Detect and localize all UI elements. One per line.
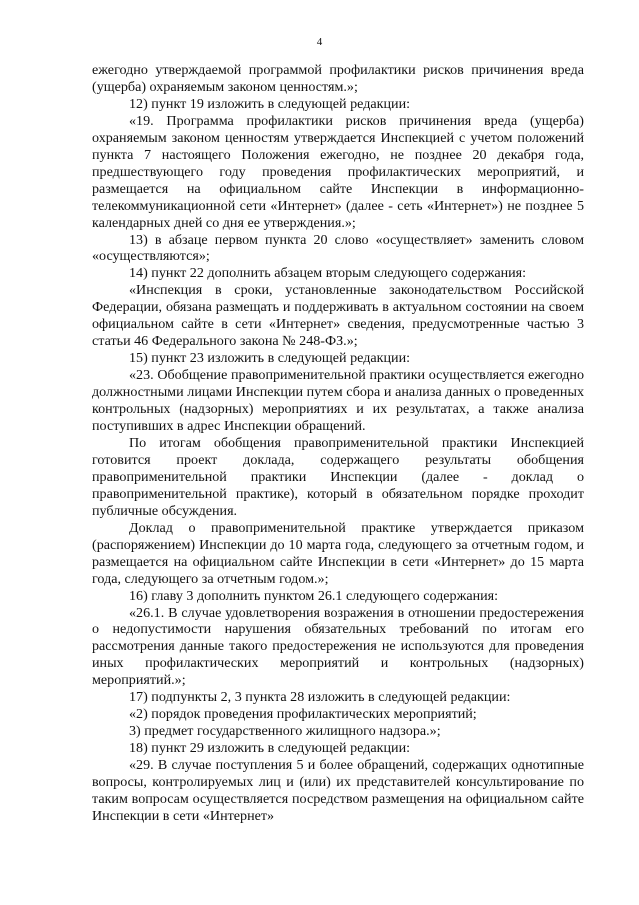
paragraph: 12) пункт 19 изложить в следующей редакции: <box>129 95 411 112</box>
paragraph: «29. В случае поступления 5 и более обращений, содержащих однотипные вопросы, контролируемых лиц и (или) их представителей консультирование по таким вопросам осуществляется посредством размещения на официальном сайте Инспекции в сети «Интернет» <box>92 757 584 824</box>
paragraph: ежегодно утверждаемой программой профилактики рисков причинения вреда (ущерба) охраняемым законом ценностям.»; <box>92 62 584 95</box>
paragraph: 16) главу 3 дополнить пунктом 26.1 следующего содержания: <box>129 587 499 604</box>
paragraph: 15) пункт 23 изложить в следующей редакции: <box>129 350 411 367</box>
paragraph: По итогам обобщения правоприменительной практики Инспекцией готовится проект доклада, содержащего результаты обобщения правоприменительной практики Инспекции (далее - доклад о правоприменительной практике), который в обязательном порядке проходит публичные обсуждения. <box>92 434 584 519</box>
paragraph: «Инспекция в сроки, установленные законодательством Российской Федерации, обязана размещать и поддерживать в актуальном состоянии на своем официальном сайте в сети «Интернет» сведения, предусмотренные частью 3 статьи 46 Федерального закона № 248-ФЗ.»; <box>92 282 584 350</box>
paragraph: 14) пункт 22 дополнить абзацем вторым следующего содержания: <box>129 265 527 282</box>
paragraph: 17) подпункты 2, 3 пункта 28 изложить в следующей редакции: <box>129 689 511 706</box>
page-number: 4 <box>316 36 323 48</box>
paragraph: «19. Программа профилактики рисков причинения вреда (ущерба) охраняемым законом ценностям утверждается Инспекцией с учетом положений пункта 7 настоящего Положения ежегодно, не позднее 20 декабря года, предшествующего году проведения профилактических мероприятий, и размещается на официальном сайте Инспекции в информационно-телекоммуникационной сети «Интернет» (далее - сеть «Интернет») не позднее 5 календарных дней со дня ее утверждения.»; <box>92 112 584 231</box>
document-body <box>92 62 584 825</box>
paragraph: «23. Обобщение правоприменительной практики осуществляется ежегодно должностными лицами Инспекции путем сбора и анализа данных о проведенных контрольных (надзорных) мероприятиях и их результатах, а также анализа поступивших в адрес Инспекции обращений. <box>92 367 584 435</box>
paragraph: «26.1. В случае удовлетворения возражения в отношении предостережения о недопустимости нарушения обязательных требований по итогам его рассмотрения данные такого предостережения не используются для проведения иных профилактических мероприятий и контрольных (надзорных) мероприятий.»; <box>92 604 584 689</box>
paragraph: «2) порядок проведения профилактических мероприятий; <box>129 706 477 723</box>
paragraph: 3) предмет государственного жилищного надзора.»; <box>129 723 441 740</box>
paragraph: 13) в абзаце первом пункта 20 слово «осуществляет» заменить словом «осуществляются»; <box>92 231 584 265</box>
paragraph: 18) пункт 29 изложить в следующей редакции: <box>129 740 411 757</box>
paragraph: Доклад о правоприменительной практике утверждается приказом (распоряжением) Инспекции до 10 марта года, следующего за отчетным годом, и размещается на официальном сайте Инспекции в сети «Интернет» до 15 марта года, следующего за отчетным годом.»; <box>92 519 584 587</box>
